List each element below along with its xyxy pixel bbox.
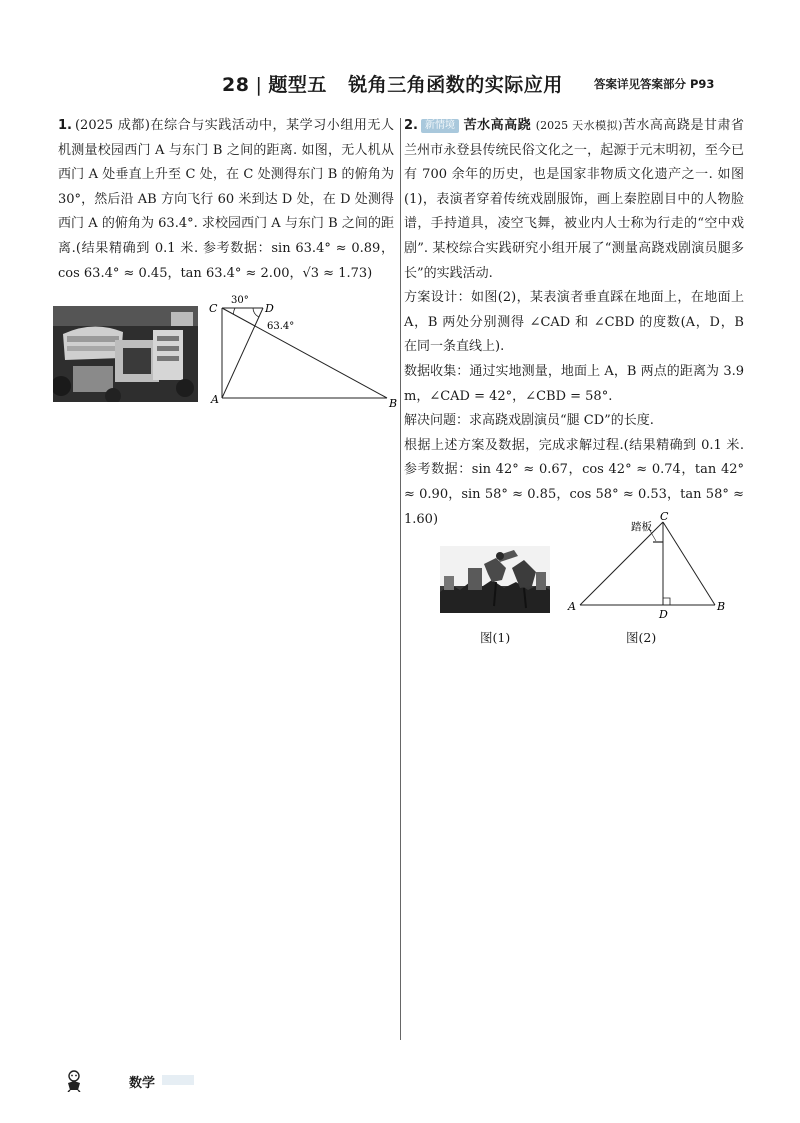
line-DA bbox=[222, 308, 263, 398]
mascot-icon bbox=[64, 1070, 84, 1092]
problem-2-question: 解决问题：求高跷戏剧演员“腿 CD”的长度. bbox=[404, 413, 654, 429]
problem-1-number: 1. bbox=[58, 118, 72, 133]
section-name: 锐角三角函数的实际应用 bbox=[348, 74, 563, 96]
label-A: A bbox=[568, 600, 576, 613]
section-title bbox=[222, 70, 563, 97]
line-CB bbox=[663, 522, 715, 605]
footer-subject: 数学 bbox=[129, 1076, 156, 1091]
label-angle-63: 63.4° bbox=[267, 321, 295, 332]
problem-2 bbox=[404, 114, 744, 532]
angle-arc-63 bbox=[253, 308, 259, 317]
section-separator: | bbox=[255, 74, 263, 96]
column-divider bbox=[400, 118, 401, 1040]
angle-arc-30 bbox=[233, 308, 235, 314]
label-angle-30: 30° bbox=[231, 295, 249, 306]
section-type: 题型五 bbox=[268, 74, 327, 96]
problem-2-topic: 苦水高高跷 bbox=[463, 118, 532, 133]
line-CB bbox=[222, 308, 387, 398]
caption-figure-1: 图(1) bbox=[480, 630, 511, 645]
figure-stilt-triangle bbox=[565, 512, 735, 624]
problem-2-plan: 方案设计：如图(2)，某表演者垂直踩在地面上，在地面上 A，B 两处分别测得 ∠CAD 和 ∠CBD 的度数(A，D，B 在同一条直线上). bbox=[404, 290, 744, 355]
figure-drone-triangle bbox=[205, 290, 405, 410]
label-C: C bbox=[209, 302, 218, 315]
label-pedal: 踏板 bbox=[631, 521, 652, 533]
stilt-performance-photo bbox=[440, 546, 550, 613]
answer-reference: 答案详见答案部分 P93 bbox=[594, 77, 715, 91]
section-number: 28 bbox=[222, 74, 250, 96]
problem-1 bbox=[58, 114, 394, 286]
right-angle-mark bbox=[663, 598, 670, 605]
faint-watermark-block bbox=[162, 1075, 194, 1085]
campus-aerial-photo bbox=[53, 306, 198, 402]
page-header bbox=[222, 70, 782, 100]
problem-2-instruction: 根据上述方案及数据，完成求解过程.(结果精确到 0.1 米. 参考数据：sin 42° ≈ 0.67，cos 42° ≈ 0.74，tan 42° ≈ 0.90，sin 58° ≈ 0.85，cos 58° ≈ 0.53，tan 58° ≈ 1.60) bbox=[404, 437, 744, 527]
line-AC bbox=[580, 522, 663, 605]
label-B: B bbox=[717, 600, 726, 613]
problem-1-text: (2025 成都)在综合与实践活动中，某学习小组用无人机测量校园西门 A 与东门 B 之间的距离. 如图，无人机从西门 A 处垂直上升至 C 处，在 C 处测得东门 B 的俯角为 30°，然后沿 AB 方向飞行 60 米到达 D 处，在 D 处测得西门 A 的俯角为 63.4°. 求校园西门 A 与东门 B 之间的距离.(结果精确到 0.1 米. 参考数据：sin 63.4° ≈ 0.89，cos 63.4° ≈ 0.45，tan 63.4° ≈ 2.00，√3 ≈ 1.73) bbox=[58, 118, 394, 281]
problem-2-number: 2. bbox=[404, 118, 418, 133]
new-context-badge: 新情境 bbox=[421, 119, 459, 133]
label-D: D bbox=[659, 608, 668, 621]
label-C: C bbox=[660, 512, 669, 523]
caption-figure-2: 图(2) bbox=[626, 630, 657, 645]
label-A: A bbox=[211, 393, 219, 406]
label-D: D bbox=[265, 302, 274, 315]
problem-2-intro: 苦水高高跷是甘肃省兰州市永登县传统民俗文化之一，起源于元末明初，至今已有 700 余年的历史，也是国家非物质文化遗产之一. 如图(1)，表演者穿着传统戏剧服饰，画上秦腔剧目中的人物脸谱，手持道具，凌空飞舞，被业内人士称为行走的“空中戏剧”. 某校综合实践研究小组开展了“测量高跷戏剧演员腿多长”的实践活动. bbox=[404, 118, 744, 281]
problem-2-data: 数据收集：通过实地测量，地面上 A，B 两点的距离为 3.9 m，∠CAD = 42°，∠CBD = 58°. bbox=[404, 363, 744, 404]
label-B: B bbox=[389, 397, 398, 410]
problem-2-source: (2025 天水模拟) bbox=[535, 119, 623, 132]
